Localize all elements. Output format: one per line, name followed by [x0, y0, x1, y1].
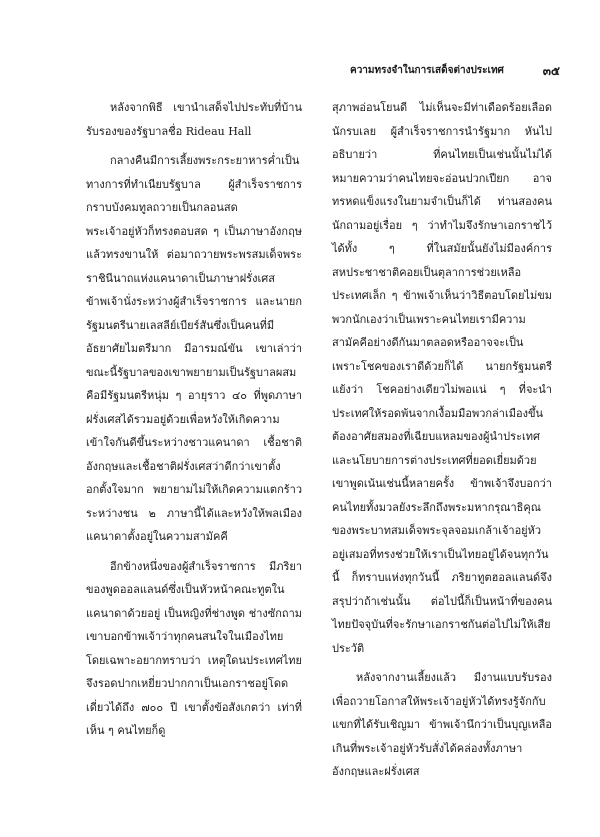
running-title: ความทรงจำในการเสด็จต่างประเทศ — [350, 65, 504, 76]
page-number: ๓๕ — [542, 64, 560, 78]
paragraph: สุภาพอ่อนโยนดี ไม่เห็นจะมีท่าเดือดร้อยเลือดนักรบเลย ผู้สำเร็จราชการนำรัฐมาก หันไปอธิบายว่า ที่คนไทยเป็นเช่นนั้นไม่ได้หมายความว่าคนไทยจะอ่อนปวกเปียก อาจทรหดแข็งแรงในยามจำเป็นก็ได้ ท่านสองคนนักถามอยู่เรื่อย ๆ ว่าทำไมจึงรักษาเอกราชไว้ได้ทั้ง ๆ ที่ในสมัยนั้นยังไม่มีองค์การสหประชาชาติคอยเป็นตุลาการช่วยเหลือประเทศเล็ก ๆ ข้าพเจ้าเห็นว่าวิธีตอบโดยไม่ขมพวกนักเองว่าเป็นเพราะคนไทยเรามีความสามัคคีอย่างดีกันมาตลอดหรืออาจจะเป็นเพราะโชคของเราดีด้วยก็ได้ นายกรัฐมนตรีแย้งว่า โชคอย่างเดียวไม่พอแน่ ๆ ที่จะนำประเทศให้รอดพ้นจากเงื้อมมือพวกล่าเมืองขึ้นต้องอาศัยสมองที่เฉียบแหลมของผู้นำประเทศ และนโยบายการต่างประเทศที่ยอดเยี่ยมด้วย เขาพูดเน้นเช่นนี้หลายครั้ง ข้าพเจ้าจึงบอกว่าคนไทยทั้งมวลยังระลึกถึงพระมหากรุณาธิคุณของพระบาทสมเด็จพระจุลจอมเกล้าเจ้าอยู่หัวอยู่เสมอที่ทรงช่วยให้เราเป็นไทยอยู่ได้จนทุกวันนี้ ก็ทราบแห่งทุกวันนี้ ภริยาทูตฮอลแลนด์จึงสรุปว่าถ้าเช่นนั้น ต่อไปนี้ก็เป็นหน้าที่ของคนไทยปัจจุบันที่จะรักษาเอกราชกันต่อไปไม่ให้เสียประวัติ — [332, 101, 552, 655]
running-header — [350, 62, 560, 80]
paragraph: อีกข้างหนึ่งของผู้สำเร็จราชการ มีภริยาของพูดออลแลนด์ซึ่งเป็นหัวหน้าคณะทูตในแคนาดาด้วยอยู่ เป็นหญิงที่ช่างพูด ช่างซักถาม เขาบอกข้าพเจ้าว่าทุกคนสนใจในเมืองไทย โดยเฉพาะอยากทราบว่า เหตุใดนประเทศไทยจึงรอดปากเหยี่ยวปากกาเป็นเอกราชอยู่โดดเดี่ยวได้ถึง ๗๐๐ ปี เขาตั้งข้อสังเกตว่า เท่าที่เห็น ๆ คนไทยก็ดู — [86, 559, 302, 737]
paragraph: กลางคืนมีการเลี้ยงพระกระยาหารค่ำเป็นทางการที่ทำเนียบรัฐบาล ผู้สำเร็จราชการกราบบังคมทูลถวายเป็นกลอนสด พระเจ้าอยู่หัวก็ทรงตอบสด ๆ เป็นภาษาอังกฤษ แล้วทรงขานให้ ต่อมาถวายพระพรสมเด็จพระราชินีนาถแห่งแคนาดาเป็นภาษาฝรั่งเศส ข้าพเจ้านั่งระหว่างผู้สำเร็จราชการ และนายกรัฐมนตรีนายเลสลีย์เบียร์สันซึ่งเป็นคนที่มีอัธยาศัยไมตรีมาก มีอารมณ์ขัน เขาเล่าว่าขณะนี้รัฐบาลของเขาพยายามเป็นรัฐบาลผสม คือมีรัฐมนตรีหนุ่ม ๆ อายุราว ๔๐ ที่พูดภาษาฝรั่งเศสได้รวมอยู่ด้วยเพื่อหวังให้เกิดความเข้าใจกันดีขึ้นระหว่างชาวแคนาดา เชื้อชาติอังกฤษและเชื้อชาติฝรั่งเศสว่าดีกว่าเขาตั้งอกตั้งใจมาก พยายามไม่ให้เกิดความแตกร้าวระหว่างชน ๒ ภาษานี้ได้และหวังให้พลเมืองแคนาดาตั้งอยู่ในความสามัคคี — [86, 154, 302, 543]
right-column — [332, 96, 552, 797]
paragraph: หลังจากงานเลี้ยงแล้ว มีงานแบบรับรองเพื่อถวายโอกาสให้พระเจ้าอยู่หัวได้ทรงรู้จักกับแขกที่ได้รับเชิญมา ข้าพเจ้านึกว่าเป็นบุญเหลือเกินที่พระเจ้าอยู่หัวรับสั่งได้คล่องทั้งภาษาอังกฤษและฝรั่งเศส — [332, 671, 552, 778]
paragraph: หลังจากพิธี เขานำเสด็จไปประทับที่บ้านรับรองของรัฐบาลชื่อ Rideau Hall — [86, 101, 302, 138]
left-column — [86, 96, 302, 797]
